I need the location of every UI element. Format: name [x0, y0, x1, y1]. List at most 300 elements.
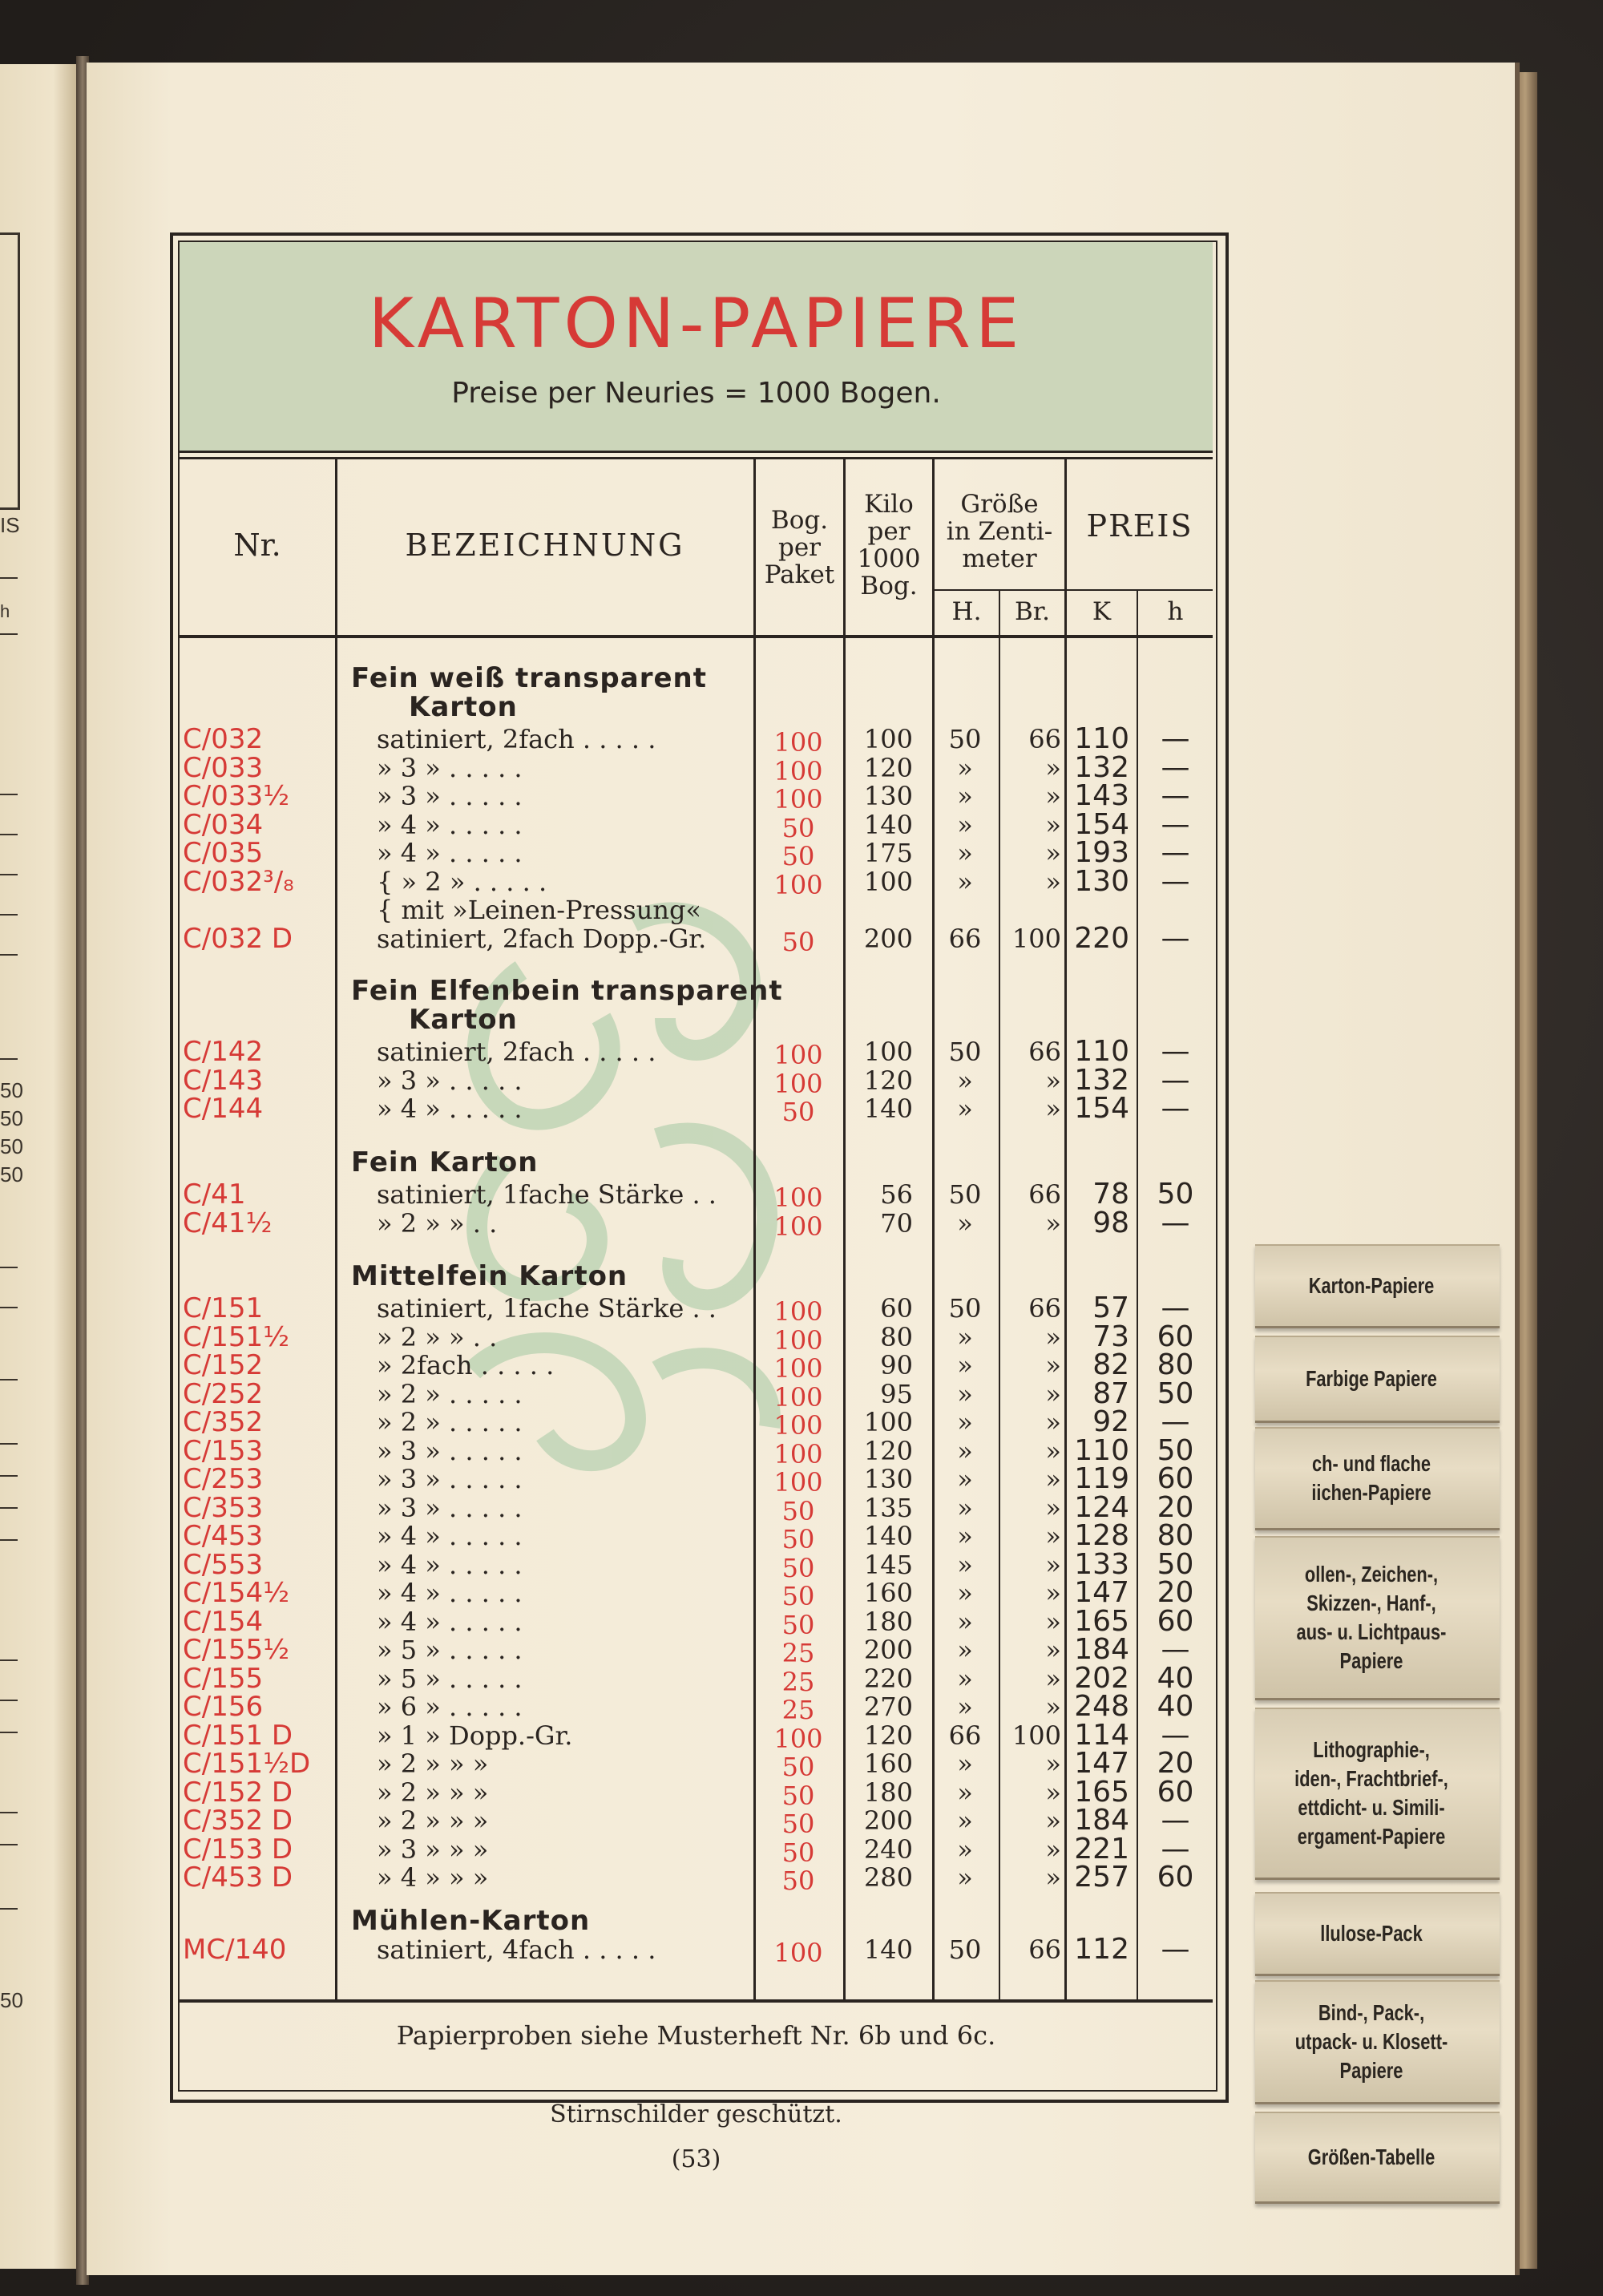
- item-description: » 2 » » »: [377, 1748, 489, 1779]
- size-width: 100: [1011, 1720, 1061, 1751]
- item-description: » 2fach . . . . .: [377, 1350, 555, 1380]
- price-kronen: 110: [1074, 1035, 1129, 1068]
- size-width: »: [1045, 1436, 1061, 1466]
- size-height: 50: [948, 1293, 982, 1324]
- col-header-nr: Nr.: [233, 528, 281, 563]
- item-description: » 2 » . . . . .: [377, 1379, 523, 1409]
- size-height: »: [957, 1208, 973, 1239]
- index-tab-line: Farbige Papiere: [1306, 1366, 1437, 1391]
- size-width: »: [1045, 1663, 1061, 1694]
- index-tab-line: Größen-Tabelle: [1307, 2144, 1435, 2169]
- col-header-kilo: Kilo per 1000 Bog.: [857, 490, 921, 601]
- index-tab[interactable]: [1255, 1892, 1500, 1976]
- item-description: » 5 » . . . . .: [377, 1663, 523, 1694]
- kilo-per-1000: 160: [863, 1578, 913, 1608]
- kilo-per-1000: 160: [863, 1748, 913, 1779]
- price-heller: 50: [1157, 1548, 1194, 1581]
- item-description: satiniert, 2fach . . . . .: [377, 724, 656, 754]
- index-tab-line: Papiere: [1339, 1648, 1403, 1673]
- previous-page-edge: [0, 64, 79, 2269]
- price-kronen: 78: [1092, 1178, 1129, 1211]
- index-tab-line: llulose-Pack: [1320, 1921, 1423, 1946]
- sheets-per-package: 50: [781, 1781, 815, 1811]
- price-heller: 60: [1157, 1320, 1194, 1353]
- item-description: » 2 » » . .: [377, 1208, 498, 1239]
- price-kronen: 87: [1092, 1377, 1129, 1410]
- size-height: »: [957, 1407, 973, 1437]
- col-header-preis: PREIS: [1086, 508, 1193, 544]
- group-heading: Mühlen-Karton: [351, 1905, 591, 1937]
- item-number: C/154: [183, 1606, 264, 1638]
- size-height: »: [957, 1065, 973, 1096]
- size-height: 50: [948, 1934, 982, 1965]
- item-number: C/152 D: [183, 1777, 293, 1809]
- size-width: »: [1045, 1635, 1061, 1665]
- size-height: »: [957, 1663, 973, 1694]
- index-tab-label: [1281, 1999, 1462, 2085]
- sheets-per-package: 50: [781, 1752, 815, 1782]
- sheets-per-package: 50: [781, 1496, 815, 1526]
- kilo-per-1000: 130: [863, 781, 913, 811]
- sheets-per-package: 100: [773, 1938, 823, 1968]
- sheets-per-package: 50: [781, 1837, 815, 1868]
- item-number: C/033: [183, 752, 264, 784]
- index-tab-line: Karton-Papiere: [1308, 1273, 1435, 1298]
- kilo-per-1000: 200: [863, 924, 913, 954]
- kilo-per-1000: 145: [863, 1550, 913, 1580]
- size-height: »: [957, 1493, 973, 1523]
- col-header-bog-per-paket: Bog. per Paket: [764, 506, 835, 590]
- price-heller: —: [1161, 751, 1190, 784]
- size-height: »: [957, 1777, 973, 1808]
- item-number: C/143: [183, 1065, 264, 1097]
- item-description: » 3 » » »: [377, 1834, 489, 1865]
- index-tab-line: ollen-, Zeichen-,: [1304, 1562, 1439, 1587]
- price-heller: 60: [1157, 1776, 1194, 1809]
- price-kronen: 57: [1092, 1292, 1129, 1324]
- size-height: »: [957, 1550, 973, 1580]
- item-description: » 4 » . . . . .: [377, 810, 523, 840]
- group-heading: Fein weiß transparent: [351, 662, 707, 694]
- size-width: »: [1045, 753, 1061, 783]
- item-description: satiniert, 1fache Stärke . .: [377, 1179, 717, 1210]
- sheets-per-package: 50: [781, 1097, 815, 1127]
- item-description: satiniert, 1fache Stärke . .: [377, 1293, 717, 1324]
- kilo-per-1000: 90: [880, 1350, 913, 1380]
- size-width: »: [1045, 1777, 1061, 1808]
- price-kronen: 165: [1074, 1605, 1129, 1638]
- sheets-per-package: 100: [773, 1439, 823, 1469]
- price-kronen: 73: [1092, 1320, 1129, 1353]
- price-heller: —: [1161, 779, 1190, 812]
- index-tab-line: Bind-, Pack-,: [1318, 2000, 1425, 2025]
- size-width: 66: [1028, 1293, 1061, 1324]
- sheets-per-package: 100: [773, 1353, 823, 1384]
- item-number: C/155½: [183, 1634, 290, 1666]
- item-description: satiniert, 4fach . . . . .: [377, 1934, 656, 1965]
- sheets-per-package: 100: [773, 1040, 823, 1070]
- kilo-per-1000: 240: [863, 1834, 913, 1865]
- size-width: »: [1045, 781, 1061, 811]
- item-description: » 3 » . . . . .: [377, 1464, 523, 1494]
- price-heller: 20: [1157, 1576, 1194, 1609]
- item-description: » 1 » Dopp.-Gr.: [377, 1720, 573, 1751]
- kilo-per-1000: 270: [863, 1692, 913, 1722]
- size-width: 66: [1028, 724, 1061, 754]
- kilo-per-1000: 100: [863, 867, 913, 897]
- size-height: »: [957, 1350, 973, 1380]
- item-description: » 3 » . . . . .: [377, 753, 523, 783]
- item-description: { » 2 » . . . . .: [377, 867, 547, 897]
- item-number: C/033½: [183, 780, 290, 812]
- item-number: C/152: [183, 1349, 264, 1381]
- prev-page-fragment: 50: [0, 1162, 23, 1186]
- item-description: » 4 » . . . . .: [377, 1093, 523, 1124]
- price-heller: 50: [1157, 1178, 1194, 1211]
- sheets-per-package: 100: [773, 756, 823, 786]
- price-kronen: 132: [1074, 751, 1129, 784]
- item-number: C/155: [183, 1663, 264, 1695]
- subheader-line: [932, 589, 1213, 591]
- sheets-per-package: 25: [781, 1667, 815, 1697]
- kilo-per-1000: 120: [863, 1720, 913, 1751]
- size-height: »: [957, 1834, 973, 1865]
- index-tab-label: [1281, 1271, 1462, 1300]
- size-height: »: [957, 1436, 973, 1466]
- size-width: 100: [1011, 924, 1061, 954]
- item-number: C/253: [183, 1463, 264, 1495]
- sheets-per-package: 100: [773, 870, 823, 900]
- price-heller: 50: [1157, 1377, 1194, 1410]
- col-header-k: K: [1092, 597, 1112, 626]
- size-width: »: [1045, 1862, 1061, 1893]
- price-kronen: 221: [1074, 1833, 1129, 1866]
- size-height: »: [957, 1578, 973, 1608]
- size-width: »: [1045, 1748, 1061, 1779]
- item-number: C/151½: [183, 1321, 290, 1353]
- kilo-per-1000: 95: [880, 1379, 913, 1409]
- sheets-per-package: 100: [773, 1182, 823, 1213]
- price-heller: 80: [1157, 1348, 1194, 1381]
- sheets-per-package: 50: [781, 927, 815, 957]
- index-tab-line: iden-, Frachtbrief-,: [1294, 1766, 1448, 1791]
- sheets-per-package: 100: [773, 1211, 823, 1242]
- size-width: 66: [1028, 1179, 1061, 1210]
- index-tab[interactable]: [1255, 1708, 1500, 1880]
- page-number: (53): [671, 2145, 721, 2173]
- size-height: »: [957, 1464, 973, 1494]
- index-tab-label: [1281, 2143, 1462, 2172]
- item-description: » 3 » . . . . .: [377, 1065, 523, 1096]
- item-description: » 4 » . . . . .: [377, 1578, 523, 1608]
- sheets-per-package: 50: [781, 813, 815, 843]
- kilo-per-1000: 140: [863, 1521, 913, 1551]
- price-heller: —: [1161, 1092, 1190, 1125]
- price-heller: —: [1161, 1833, 1190, 1866]
- price-heller: 20: [1157, 1491, 1194, 1524]
- size-width: »: [1045, 810, 1061, 840]
- item-description: » 6 » . . . . .: [377, 1692, 523, 1722]
- group-heading: Mittelfein Karton: [351, 1260, 628, 1292]
- item-number: C/153 D: [183, 1833, 293, 1866]
- price-kronen: 193: [1074, 836, 1129, 869]
- price-heller: —: [1161, 1405, 1190, 1438]
- sheets-per-package: 100: [773, 1296, 823, 1327]
- item-number: C/153: [183, 1435, 264, 1467]
- item-number: C/453: [183, 1520, 264, 1552]
- price-kronen: 147: [1074, 1747, 1129, 1780]
- col-header-hel: h: [1167, 597, 1184, 626]
- kilo-per-1000: 135: [863, 1493, 913, 1523]
- index-tab-line: ch- und flache: [1311, 1451, 1431, 1476]
- item-number: C/035: [183, 837, 264, 869]
- size-width: »: [1045, 1350, 1061, 1380]
- page-subtitle: Preise per Neuries = 1000 Bogen.: [451, 377, 941, 410]
- size-height: 66: [948, 924, 982, 954]
- index-tab[interactable]: [1255, 1244, 1500, 1328]
- group-heading: Karton: [409, 691, 518, 723]
- price-kronen: 112: [1074, 1933, 1129, 1966]
- size-width: »: [1045, 1834, 1061, 1865]
- size-width: »: [1045, 1550, 1061, 1580]
- sheets-per-package: 25: [781, 1695, 815, 1725]
- index-tab-line: ettdicht- u. Simili-: [1298, 1795, 1445, 1820]
- col-header-br: Br.: [1014, 597, 1051, 626]
- index-tab-label: [1281, 1736, 1462, 1851]
- kilo-per-1000: 100: [863, 1037, 913, 1067]
- index-tab-line: Lithographie-,: [1313, 1737, 1430, 1762]
- price-heller: —: [1161, 722, 1190, 755]
- size-width: »: [1045, 1493, 1061, 1523]
- group-heading: Fein Elfenbein transparent: [351, 975, 783, 1007]
- kilo-per-1000: 120: [863, 753, 913, 783]
- size-width: »: [1045, 867, 1061, 897]
- item-description: satiniert, 2fach Dopp.-Gr.: [377, 924, 707, 954]
- size-height: »: [957, 753, 973, 783]
- sheets-per-package: 50: [781, 1553, 815, 1583]
- prev-page-fragment: 50: [0, 1988, 23, 2012]
- item-number: C/156: [183, 1691, 264, 1723]
- size-width: »: [1045, 1607, 1061, 1637]
- kilo-per-1000: 175: [863, 838, 913, 868]
- size-width: »: [1045, 1407, 1061, 1437]
- sheets-per-package: 100: [773, 727, 823, 758]
- price-kronen: 248: [1074, 1690, 1129, 1723]
- sheets-per-package: 100: [773, 1724, 823, 1754]
- prev-page-fragment: 50: [0, 1078, 23, 1102]
- item-description: » 3 » . . . . .: [377, 1436, 523, 1466]
- price-heller: —: [1161, 1719, 1190, 1752]
- index-tab-line: iichen-Papiere: [1311, 1480, 1431, 1505]
- index-tab-label: [1281, 1364, 1462, 1393]
- size-height: »: [957, 1805, 973, 1836]
- size-width: »: [1045, 838, 1061, 868]
- price-heller: 50: [1157, 1434, 1194, 1467]
- size-height: 50: [948, 1037, 982, 1067]
- price-heller: —: [1161, 1933, 1190, 1966]
- item-description: » 4 » » »: [377, 1862, 489, 1893]
- kilo-per-1000: 120: [863, 1436, 913, 1466]
- kilo-per-1000: 220: [863, 1663, 913, 1694]
- price-heller: 60: [1157, 1462, 1194, 1495]
- size-height: »: [957, 1521, 973, 1551]
- size-height: »: [957, 1635, 973, 1665]
- size-height: 50: [948, 724, 982, 754]
- price-kronen: 184: [1074, 1633, 1129, 1666]
- item-number: C/032: [183, 723, 264, 755]
- index-tab-label: [1281, 1560, 1462, 1676]
- size-height: »: [957, 781, 973, 811]
- col-header-h: H.: [951, 597, 982, 626]
- item-number: C/151½D: [183, 1748, 311, 1780]
- index-tab-line: aus- u. Lichtpaus-: [1296, 1619, 1447, 1644]
- kilo-per-1000: 140: [863, 1093, 913, 1124]
- price-kronen: 133: [1074, 1548, 1129, 1581]
- index-tab[interactable]: [1255, 1536, 1500, 1700]
- size-width: 66: [1028, 1037, 1061, 1067]
- item-description: » 3 » . . . . .: [377, 1493, 523, 1523]
- item-number: C/144: [183, 1093, 264, 1125]
- item-number: C/553: [183, 1549, 264, 1581]
- item-description: » 3 » . . . . .: [377, 781, 523, 811]
- sheets-per-package: 50: [781, 1524, 815, 1554]
- protection-note: Stirnschilder geschützt.: [550, 2100, 842, 2128]
- item-number: C/154½: [183, 1577, 290, 1609]
- kilo-per-1000: 140: [863, 810, 913, 840]
- price-kronen: 98: [1092, 1207, 1129, 1239]
- sheets-per-package: 100: [773, 1467, 823, 1498]
- index-tab-line: utpack- u. Klosett-: [1294, 2029, 1448, 2054]
- item-number: C/353: [183, 1492, 264, 1524]
- size-height: »: [957, 1862, 973, 1893]
- index-tab[interactable]: [1255, 1980, 1500, 2104]
- kilo-per-1000: 280: [863, 1862, 913, 1893]
- price-kronen: 114: [1074, 1719, 1129, 1752]
- item-number: C/032³/₈: [183, 866, 294, 898]
- size-height: »: [957, 867, 973, 897]
- kilo-per-1000: 200: [863, 1635, 913, 1665]
- index-tab-label: [1281, 1449, 1462, 1507]
- sheets-per-package: 100: [773, 1382, 823, 1413]
- size-height: »: [957, 1607, 973, 1637]
- index-tab-label: [1281, 1919, 1462, 1948]
- index-tab[interactable]: [1255, 1427, 1500, 1530]
- sheets-per-package: 50: [781, 1866, 815, 1896]
- item-description: » 4 » . . . . .: [377, 1521, 523, 1551]
- col-header-groesse: Größe in Zenti- meter: [946, 490, 1053, 574]
- size-height: »: [957, 838, 973, 868]
- sheets-per-package: 100: [773, 1325, 823, 1356]
- column-divider: [335, 459, 337, 2000]
- size-width: »: [1045, 1208, 1061, 1239]
- item-description: { mit »Leinen-Pressung«: [377, 895, 701, 925]
- item-number: C/142: [183, 1036, 264, 1068]
- price-kronen: 143: [1074, 779, 1129, 812]
- group-heading: Fein Karton: [351, 1146, 539, 1178]
- footer-separator: [180, 1999, 1213, 2003]
- price-heller: —: [1161, 1207, 1190, 1239]
- title-banner: [180, 242, 1213, 453]
- item-number: C/41: [183, 1178, 246, 1211]
- sheets-per-package: 50: [781, 1809, 815, 1839]
- prev-page-fragment: 50: [0, 1106, 23, 1130]
- item-description: » 2 » . . . . .: [377, 1407, 523, 1437]
- item-number: C/151: [183, 1292, 264, 1324]
- kilo-per-1000: 180: [863, 1607, 913, 1637]
- kilo-per-1000: 56: [880, 1179, 913, 1210]
- price-heller: 80: [1157, 1519, 1194, 1552]
- page-title: KARTON-PAPIERE: [368, 284, 1024, 364]
- price-heller: 60: [1157, 1861, 1194, 1894]
- price-kronen: 124: [1074, 1491, 1129, 1524]
- item-number: C/151 D: [183, 1720, 293, 1752]
- item-number: C/252: [183, 1378, 264, 1410]
- index-tab[interactable]: [1255, 2112, 1500, 2204]
- group-heading: Karton: [409, 1004, 518, 1036]
- price-kronen: 154: [1074, 1092, 1129, 1125]
- size-height: »: [957, 1692, 973, 1722]
- price-kronen: 92: [1092, 1405, 1129, 1438]
- item-number: C/453 D: [183, 1861, 293, 1894]
- price-kronen: 128: [1074, 1519, 1129, 1552]
- kilo-per-1000: 80: [880, 1322, 913, 1352]
- size-height: »: [957, 810, 973, 840]
- price-kronen: 130: [1074, 865, 1129, 898]
- item-number: C/034: [183, 809, 264, 841]
- item-description: » 5 » . . . . .: [377, 1635, 523, 1665]
- size-width: »: [1045, 1578, 1061, 1608]
- price-heller: 20: [1157, 1747, 1194, 1780]
- size-height: 50: [948, 1179, 982, 1210]
- price-kronen: 184: [1074, 1804, 1129, 1837]
- size-width: »: [1045, 1521, 1061, 1551]
- size-width: »: [1045, 1805, 1061, 1836]
- size-width: »: [1045, 1093, 1061, 1124]
- price-kronen: 132: [1074, 1064, 1129, 1097]
- index-tab[interactable]: [1255, 1336, 1500, 1423]
- size-height: 66: [948, 1720, 982, 1751]
- item-description: » 4 » . . . . .: [377, 1607, 523, 1637]
- prev-page-fragment: h: [0, 601, 10, 621]
- item-description: satiniert, 2fach . . . . .: [377, 1037, 656, 1067]
- item-number: MC/140: [183, 1934, 287, 1966]
- price-heller: —: [1161, 808, 1190, 841]
- item-number: C/352: [183, 1406, 264, 1438]
- price-kronen: 154: [1074, 808, 1129, 841]
- size-height: »: [957, 1093, 973, 1124]
- price-kronen: 220: [1074, 922, 1129, 955]
- prev-page-fragment: 50: [0, 1134, 23, 1158]
- kilo-per-1000: 60: [880, 1293, 913, 1324]
- sheets-per-package: 50: [781, 841, 815, 871]
- price-kronen: 110: [1074, 722, 1129, 755]
- index-tab-line: ergament-Papiere: [1297, 1824, 1446, 1849]
- item-description: » 2 » » »: [377, 1805, 489, 1836]
- price-kronen: 110: [1074, 1434, 1129, 1467]
- item-description: » 2 » » »: [377, 1777, 489, 1808]
- size-height: »: [957, 1379, 973, 1409]
- size-width: »: [1045, 1379, 1061, 1409]
- price-heller: —: [1161, 1804, 1190, 1837]
- price-heller: 40: [1157, 1662, 1194, 1695]
- kilo-per-1000: 130: [863, 1464, 913, 1494]
- index-tab-line: Papiere: [1339, 2058, 1403, 2083]
- item-description: » 2 » » . .: [377, 1322, 498, 1352]
- sheets-per-package: 100: [773, 784, 823, 815]
- price-heller: 40: [1157, 1690, 1194, 1723]
- kilo-per-1000: 70: [880, 1208, 913, 1239]
- price-kronen: 147: [1074, 1576, 1129, 1609]
